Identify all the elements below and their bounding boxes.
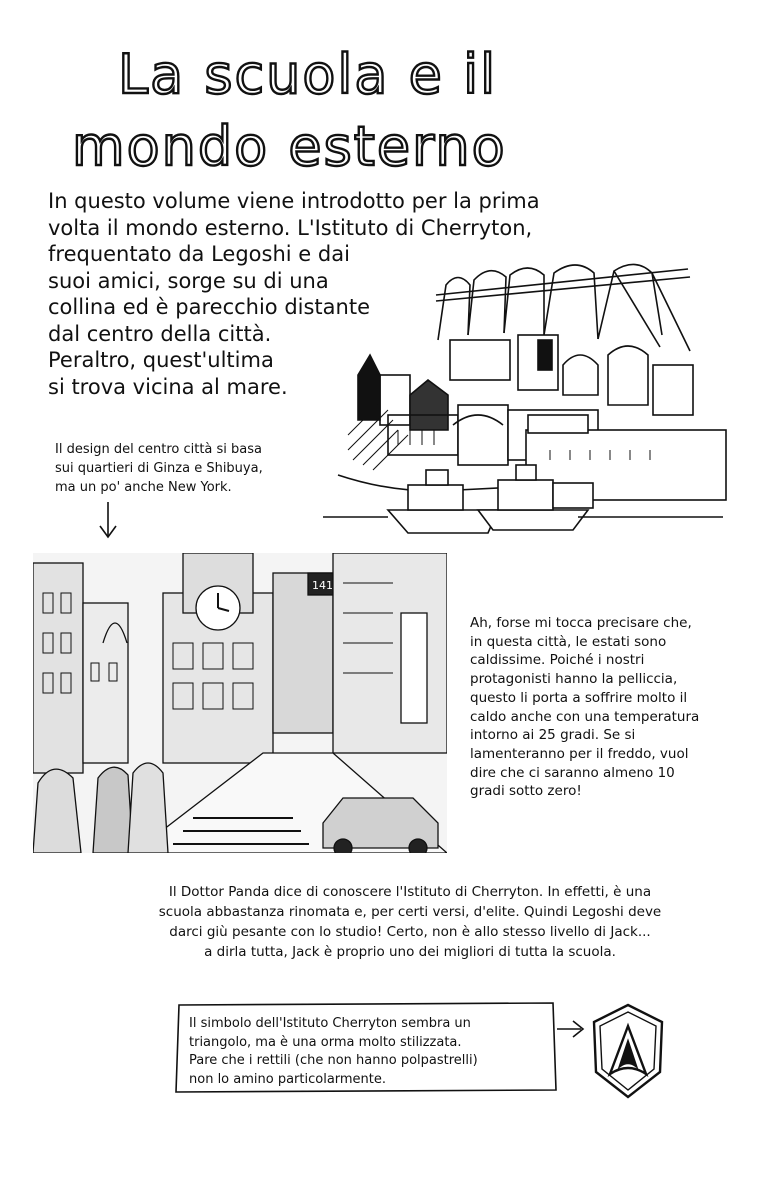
design-note-line: sui quartieri di Ginza e Shibuya, bbox=[55, 461, 263, 476]
panda-note-line: Il Dottor Panda dice di conoscere l'Istituto di Cherryton. In effetti, è una bbox=[168, 884, 652, 900]
intro-line: collina ed è parecchio distante bbox=[48, 295, 370, 319]
symbol-note-box bbox=[173, 1002, 558, 1094]
heat-note-line: gradi sotto zero! bbox=[470, 783, 582, 800]
intro-line: dal centro della città. bbox=[48, 321, 272, 346]
symbol-note bbox=[189, 1015, 478, 1089]
symbol-note-line: triangolo, ma è una orma molto stilizzata. bbox=[189, 1034, 462, 1050]
page-title bbox=[60, 25, 560, 175]
title-line-1: La scuola e il bbox=[118, 43, 498, 106]
heat-note-line: intorno ai 25 gradi. Se si bbox=[470, 727, 636, 744]
symbol-note-line: non lo amino particolarmente. bbox=[189, 1071, 387, 1087]
panda-note-line: scuola abbastanza rinomata e, per certi versi, d'elite. Quindi Legoshi deve bbox=[158, 904, 662, 920]
heat-note-line: in questa città, le estati sono bbox=[470, 633, 667, 650]
heat-note bbox=[470, 614, 770, 801]
design-note bbox=[55, 440, 325, 497]
panda-note-line: darci giù pesante con lo studio! Certo, non è allo stesso livello di Jack... bbox=[169, 924, 651, 940]
symbol-note-line: Pare che i rettili (che non hanno polpastrelli) bbox=[189, 1053, 478, 1069]
symbol-note-line: Il simbolo dell'Istituto Cherryton sembra un bbox=[189, 1016, 471, 1031]
heat-note-line: Ah, forse mi tocca precisare che, bbox=[470, 615, 692, 631]
city-island-illustration bbox=[318, 255, 728, 555]
heat-note-line: questo li porta a soffrire molto il bbox=[470, 689, 688, 706]
right-arrow-icon bbox=[555, 1018, 587, 1040]
design-note-line: Il design del centro città si basa bbox=[55, 442, 262, 457]
heat-note-line: caldo anche con una temperatura bbox=[470, 708, 700, 725]
city-street-illustration bbox=[33, 553, 447, 853]
intro-line: Peraltro, quest'ultima bbox=[48, 348, 274, 372]
heat-note-line: caldissime. Poiché i nostri bbox=[470, 652, 645, 669]
panda-note bbox=[110, 882, 710, 962]
intro-line: In questo volume viene introdotto per la prima bbox=[48, 189, 540, 213]
intro-line: volta il mondo esterno. L'Istituto di Cherryton, bbox=[48, 215, 533, 240]
heat-note-line: dire che ci saranno almeno 10 bbox=[470, 764, 675, 781]
intro-line: suoi amici, sorge su di una bbox=[48, 268, 329, 293]
heat-note-line: protagonisti hanno la pelliccia, bbox=[470, 671, 678, 688]
intro-line: si trova vicina al mare. bbox=[48, 374, 288, 399]
title-line-2: mondo esterno bbox=[72, 115, 507, 175]
cherryton-emblem-icon bbox=[590, 1002, 666, 1100]
street-sign: 141 bbox=[312, 579, 333, 592]
intro-line: frequentato da Legoshi e dai bbox=[48, 242, 350, 266]
down-arrow-icon bbox=[96, 500, 120, 540]
design-note-line: ma un po' anche New York. bbox=[55, 480, 232, 495]
heat-note-line: lamenteranno per il freddo, vuol bbox=[470, 745, 689, 762]
panda-note-line: a dirla tutta, Jack è proprio uno dei migliori di tutta la scuola. bbox=[204, 944, 616, 960]
